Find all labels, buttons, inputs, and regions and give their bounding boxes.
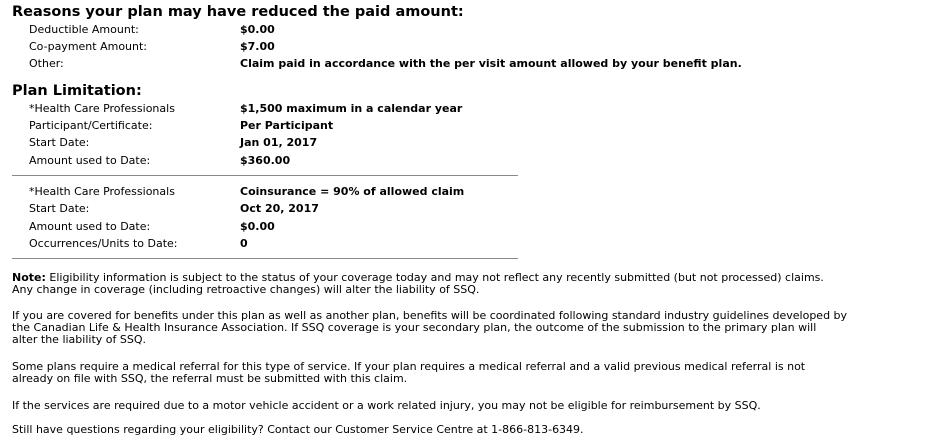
plan-limitation-heading: Plan Limitation:	[12, 83, 142, 99]
reasons-heading: Reasons your plan may have reduced the paid amount:	[12, 4, 464, 20]
limit2-occurrences-value: 0	[240, 237, 248, 250]
limit1-amount-row	[29, 152, 929, 169]
deductible-label: Deductible Amount:	[29, 23, 139, 36]
note-line-1: Eligibility information is subject to the status of your coverage today and may not reflect any recently submitted (but not processed) claims.	[49, 271, 824, 284]
deductible-value: $0.00	[240, 23, 275, 36]
limit1-participant-label: Participant/Certificate:	[29, 119, 153, 132]
other-label: Other:	[29, 57, 64, 70]
eligibility-note	[12, 272, 912, 296]
deductible-row	[29, 21, 929, 38]
accident-note	[12, 400, 912, 412]
referral-line-1: Some plans require a medical referral for this type of service. If your plan requires a medical referral and a valid previous medical referral is not	[12, 360, 806, 373]
note-label: Note:	[12, 271, 46, 284]
divider-2	[12, 258, 518, 259]
copayment-row	[29, 38, 929, 55]
limit2-amount-label: Amount used to Date:	[29, 220, 151, 233]
limit1-benefit-label: *Health Care Professionals	[29, 102, 175, 115]
other-row	[29, 55, 929, 72]
limit1-amount-value: $360.00	[240, 154, 291, 167]
limit2-start-row	[29, 200, 929, 217]
limit1-amount-label: Amount used to Date:	[29, 154, 151, 167]
limit2-occurrences-label: Occurrences/Units to Date:	[29, 237, 178, 250]
limit1-benefit-row	[29, 100, 929, 117]
limit2-occurrences-row	[29, 235, 929, 252]
limit1-start-row	[29, 134, 929, 151]
limit2-benefit-row	[29, 183, 929, 200]
referral-note	[12, 361, 912, 385]
coord-line-3: alter the liability of SSQ.	[12, 333, 146, 346]
copayment-label: Co-payment Amount:	[29, 40, 148, 53]
other-value: Claim paid in accordance with the per visit amount allowed by your benefit plan.	[240, 57, 742, 70]
limit2-amount-value: $0.00	[240, 220, 275, 233]
limit2-start-value: Oct 20, 2017	[240, 202, 319, 215]
limit2-benefit-value: Coinsurance = 90% of allowed claim	[240, 185, 465, 198]
divider-1	[12, 175, 518, 176]
limit1-benefit-value: $1,500 maximum in a calendar year	[240, 102, 463, 115]
limit2-start-label: Start Date:	[29, 202, 90, 215]
referral-line-2: already on file with SSQ, the referral must be submitted with this claim.	[12, 372, 408, 385]
copayment-value: $7.00	[240, 40, 275, 53]
contact-note	[12, 424, 912, 436]
note-line-2: Any change in coverage (including retroactive changes) will alter the liability of SSQ.	[12, 283, 480, 296]
contact-line: Still have questions regarding your eligibility? Contact our Customer Service Centre at 1-866-813-6349.	[12, 423, 584, 436]
limit1-participant-value: Per Participant	[240, 119, 334, 132]
limit1-start-label: Start Date:	[29, 136, 90, 149]
limit2-benefit-label: *Health Care Professionals	[29, 185, 175, 198]
coord-line-1: If you are covered for benefits under this plan as well as another plan, benefits will be coordinated following standard industry guidelines developed by	[12, 309, 848, 322]
accident-line: If the services are required due to a motor vehicle accident or a work related injury, you may not be eligible for reimbursement by SSQ.	[12, 399, 761, 412]
limit1-start-value: Jan 01, 2017	[240, 136, 318, 149]
coordination-note	[12, 310, 912, 346]
coord-line-2: the Canadian Life & Health Insurance Association. If SSQ coverage is your secondary plan, the outcome of the submission to the primary plan will	[12, 321, 817, 334]
limit1-participant-row	[29, 117, 929, 134]
limit2-amount-row	[29, 218, 929, 235]
